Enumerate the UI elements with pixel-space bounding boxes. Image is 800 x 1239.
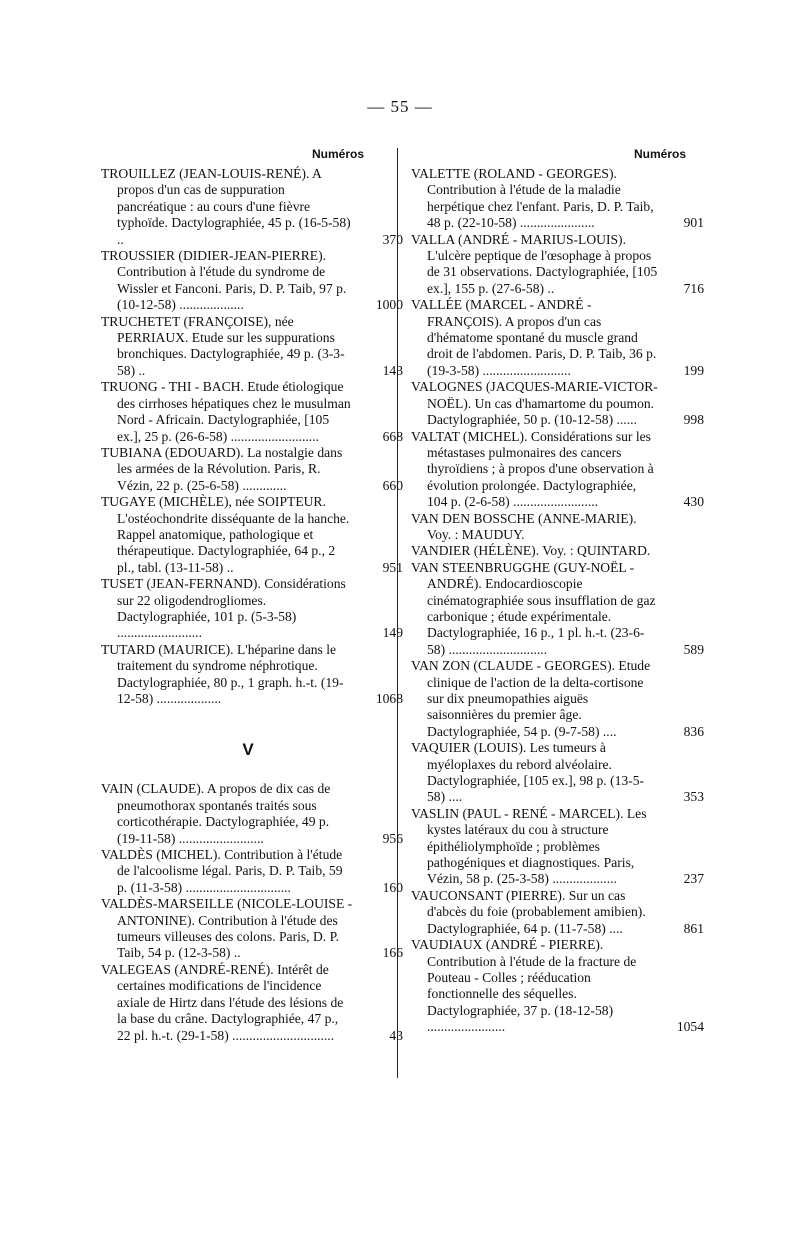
entry-text: VALLÉE (MARCEL - ANDRÉ - FRANÇOIS). A propos d'un cas d'hématome spontané du muscle grand droit de l'abdomen. Paris, D. P. Taib, 36 p. (19-3-58) .......................... <box>411 297 657 378</box>
index-entry <box>101 576 403 642</box>
left-entry-list-v <box>101 781 403 1044</box>
entry-text: VAUCONSANT (PIERRE). Sur un cas d'abcès du foie (probablement amibien). Dactylographiée, 64 p. (11-7-58) .... <box>411 887 646 936</box>
left-entry-list <box>101 166 403 707</box>
entry-text: TUBIANA (EDOUARD). La nostalgie dans les armées de la Révolution. Paris, R. Vézin, 22 p. (25-6-58) ............. <box>101 444 343 493</box>
right-column <box>411 166 704 1036</box>
entry-number: 353 <box>683 789 704 805</box>
index-entry <box>411 166 704 232</box>
index-entry <box>411 805 704 888</box>
entry-number: 836 <box>683 723 704 739</box>
index-entry <box>411 428 704 511</box>
entry-text: VALLA (ANDRÉ - MARIUS-LOUIS). L'ulcère peptique de l'œsophage à propos de 31 observations. Dactylographiée, [105 ex.], 155 p. (27-6-58) .. <box>411 231 658 296</box>
index-entry <box>411 740 704 806</box>
index-entry <box>101 166 403 248</box>
column-divider <box>397 148 398 1078</box>
entry-number: 43 <box>389 1027 403 1043</box>
entry-number: 160 <box>382 879 403 895</box>
entry-text: VAIN (CLAUDE). A propos de dix cas de pneumothorax spontanés traités sous corticothérapie. Dactylographiée, 49 p. (19-11-58) ......................... <box>101 781 331 846</box>
entry-number: 716 <box>683 280 704 296</box>
entry-number: 660 <box>382 477 403 493</box>
entry-text: VALDÈS (MICHEL). Contribution à l'étude de l'alcoolisme légal. Paris, D. P. Taib, 59 p. (11-3-58) ............................... <box>101 847 343 895</box>
entry-text: VANDIER (HÉLÈNE). Voy. : QUINTARD. <box>411 543 651 559</box>
entry-text: VALOGNES (JACQUES-MARIE-VICTOR-NOËL). Un cas d'hamartome du poumon. Dactylographiée, 50 p. (10-12-58) ...... <box>411 379 658 428</box>
entry-number: 998 <box>683 412 704 428</box>
entry-text: VALDÈS-MARSEILLE (NICOLE-LOUISE - ANTONINE). Contribution à l'étude des tumeurs villeuses des colons. Paris, D. P. Taib, 54 p. (12-3-58) .. <box>101 896 353 961</box>
entry-number: 956 <box>382 830 403 846</box>
index-entry <box>101 896 403 962</box>
index-entry <box>411 511 698 544</box>
entry-text: TUTARD (MAURICE). L'héparine dans le traitement du syndrome néphrotique. Dactylographiée, 80 p., 1 graph. h.-t. (19-12-58) ................... <box>101 641 344 706</box>
entry-number: 430 <box>683 494 704 510</box>
entry-number: 589 <box>683 641 704 657</box>
entry-number: 901 <box>683 215 704 231</box>
entry-text: TROUSSIER (DIDIER-JEAN-PIERRE). Contribution à l'étude du syndrome de Wissler et Fanconi. Paris, D. P. Taib, 97 p. (10-12-58) ................... <box>101 248 347 313</box>
entry-number: 237 <box>683 871 704 887</box>
entry-number: 951 <box>382 559 403 575</box>
entry-text: VALEGEAS (ANDRÉ-RENÉ). Intérêt de certaines modifications de l'incidence axiale de Hirtz dans l'étude des lésions de la base du crâne. Dactylographiée, 47 p., 22 pl. h.-t. (29-1-58) .............................. <box>101 961 344 1043</box>
page-number: — 55 — <box>367 97 433 116</box>
entry-text: VAQUIER (LOUIS). Les tumeurs à myéloplaxes du rebord alvéolaire. Dactylographiée, [105 ex.], 98 p. (13-5-58) .... <box>411 740 645 805</box>
index-entry <box>101 641 403 708</box>
entry-number: 149 <box>382 625 403 641</box>
index-entry <box>101 781 403 847</box>
right-column-header: Numéros <box>634 147 687 161</box>
entry-number: 143 <box>382 362 403 378</box>
left-column-header: Numéros <box>312 147 365 161</box>
index-entry <box>101 379 403 445</box>
entry-text: TUSET (JEAN-FERNAND). Considérations sur 22 oligodendrogliomes. Dactylographiée, 101 p. (5-3-58) ......................... <box>101 576 346 641</box>
index-entry <box>101 961 403 1044</box>
entry-text: TROUILLEZ (JEAN-LOUIS-RENÉ). A propos d'un cas de suppuration pancréatique : au cours d'une fièvre typhoïde. Dactylographiée, 45 p. (16-5-58) .. <box>101 166 351 247</box>
entry-text: VAUDIAUX (ANDRÉ - PIERRE). Contribution à l'étude de la fracture de Pouteau - Colles ; rééducation fonctionnelle des séquelles. Dactylographiée, 37 p. (18-12-58) ....................... <box>411 937 637 1035</box>
entry-text: TRUCHETET (FRANÇOISE), née PERRIAUX. Etude sur les suppurations bronchiques. Dactylographiée, 49 p. (3-3-58) .. <box>101 313 345 378</box>
entry-number: 1000 <box>375 297 403 313</box>
index-entry <box>411 379 704 428</box>
index-entry <box>101 248 403 314</box>
entry-number: 166 <box>382 945 403 961</box>
section-letter-v: V <box>242 740 254 760</box>
entry-text: VAN STEENBRUGGHE (GUY-NOËL - ANDRÉ). Endocardioscopie cinématographiée sous insufflation de gaz carbonique ; étude expérimentale. Dactylographiée, 16 p., 1 pl. h.-t. (23-6-58) ............................. <box>411 559 656 657</box>
index-entry <box>101 313 403 380</box>
entry-number: 199 <box>683 362 704 378</box>
index-entry <box>411 297 704 379</box>
index-entry <box>411 231 704 298</box>
index-entry <box>411 559 704 658</box>
left-column <box>101 166 403 1044</box>
index-entry <box>101 847 403 896</box>
entry-text: TUGAYE (MICHÈLE), née SOIPTEUR. L'ostéochondrite disséquante de la hanche. Rappel anatomique, pathologique et thérapeutique. Dactylographiée, 64 p., 2 pl., tabl. (13-11-58) .. <box>101 494 350 575</box>
index-entry <box>411 937 704 1035</box>
entry-number: 1068 <box>375 691 403 706</box>
entry-text: TRUONG - THI - BACH. Etude étiologique des cirrhoses hépatiques chez le musulman Nord - Africain. Dactylographiée, [105 ex.], 25 p. (26-6-58) .......................... <box>101 379 351 444</box>
index-entry <box>411 658 704 740</box>
index-entry <box>101 494 403 576</box>
entry-number: 668 <box>382 428 403 444</box>
entry-number: 861 <box>683 920 704 936</box>
entry-text: VALETTE (ROLAND - GEORGES). Contribution à l'étude de la maladie herpétique chez l'enfant. Paris, D. P. Taib, 48 p. (22-10-58) ...................... <box>411 166 654 231</box>
entry-text: VAN ZON (CLAUDE - GEORGES). Etude clinique de l'action de la delta-cortisone sur dix pneumopathies aiguës saisonnières du premier âge. Dactylographiée, 54 p. (9-7-58) .... <box>411 658 651 739</box>
index-entry <box>411 887 704 937</box>
right-entry-list <box>411 166 704 1036</box>
entry-text: VALTAT (MICHEL). Considérations sur les métastases pulmonaires des cancers thyroïdiens ; à propos d'une observation à évolution prolongée. Dactylographiée, 104 p. (2-6-58) ......................... <box>411 428 654 510</box>
index-entry <box>411 543 698 559</box>
entry-text: VASLIN (PAUL - RENÉ - MARCEL). Les kystes latéraux du cou à structure épithéliolymphoïde ; problèmes pathogéniques et diagnostiques. Paris, Vézin, 58 p. (25-3-58) ................... <box>411 805 647 887</box>
entry-number: 1054 <box>676 1019 704 1035</box>
index-entry <box>101 444 403 494</box>
entry-number: 370 <box>382 231 403 247</box>
entry-text: VAN DEN BOSSCHE (ANNE-MARIE). Voy. : MAUDUY. <box>411 510 637 542</box>
